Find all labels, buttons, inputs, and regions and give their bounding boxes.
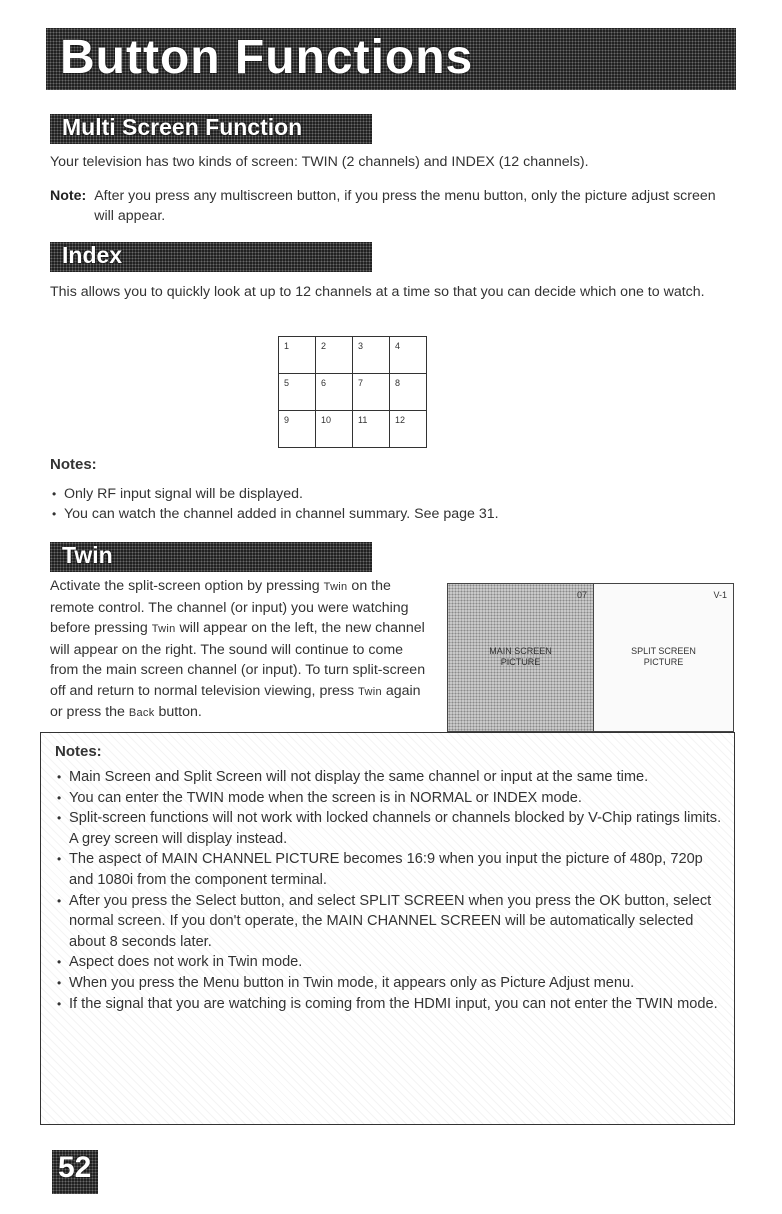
back-button-name: Back [128, 707, 155, 719]
index-channel-grid [278, 336, 427, 448]
list-item: • After you press the Select button, and select SPLIT SCREEN when you press the OK button, select normal screen. If you don't operate, the MAIN CHANNEL SCREEN will be automatically selected about 8 seconds later. [55, 891, 725, 953]
split-screen-label-line1: SPLIT SCREEN [631, 646, 696, 656]
grid-cell: 12 [390, 411, 427, 448]
page-number-badge [52, 1150, 98, 1194]
section-heading-label: Index [62, 242, 123, 268]
split-screen-label-line2: PICTURE [643, 657, 684, 667]
text-run: will appear on the left, the new channel will appear on the right. The sound will continue to come from the main screen channel (or input). To turn split-screen off and return to normal television viewing, press [50, 620, 426, 699]
list-item: • If the signal that you are watching is coming from the HDMI input, you can not enter the TWIN mode. [55, 994, 725, 1015]
list-item: • Split-screen functions will not work with locked channels or channels blocked by V-Chip ratings limits. A grey screen will display instead. [55, 808, 725, 849]
text-run: on the remote control. The channel (or input) you were watching before pressing [50, 578, 409, 636]
grid-cell: 5 [279, 374, 316, 411]
grid-cell: 4 [390, 337, 427, 374]
page-number: 52 [58, 1151, 92, 1184]
split-screen-panel [594, 584, 733, 731]
notes-heading: Notes: [55, 743, 102, 760]
multi-note [50, 186, 740, 226]
grid-cell: 3 [353, 337, 390, 374]
list-item: • Aspect does not work in Twin mode. [55, 952, 725, 973]
main-screen-panel [448, 584, 594, 731]
list-item: • Main Screen and Split Screen will not display the same channel or input at the same time. [55, 767, 725, 788]
page-title: Button Functions [60, 31, 474, 84]
grid-cell: 2 [316, 337, 353, 374]
index-intro-text: This allows you to quickly look at up to 12 channels at a time so that you can decide which one to watch. [50, 284, 705, 300]
index-notes-heading: Notes: [50, 456, 97, 473]
grid-cell: 9 [279, 411, 316, 448]
text-run: button. [154, 704, 202, 720]
twin-description [50, 576, 435, 724]
note-label: Note: [50, 188, 87, 204]
twin-button-name: Twin [358, 685, 382, 698]
twin-split-screen-diagram [447, 583, 734, 732]
list-item: • You can watch the channel added in channel summary. See page 31. [50, 504, 740, 524]
list-item: • When you press the Menu button in Twin mode, it appears only as Picture Adjust menu. [55, 973, 725, 994]
section-heading-twin [50, 542, 372, 572]
list-item: • The aspect of MAIN CHANNEL PICTURE becomes 16:9 when you input the picture of 480p, 720p and 1080i from the component terminal. [55, 849, 725, 890]
section-heading-index [50, 242, 372, 272]
list-item: • Only RF input signal will be displayed. [50, 484, 740, 504]
grid-cell: 8 [390, 374, 427, 411]
section-heading-label: Twin [62, 542, 113, 568]
main-screen-label-line2: PICTURE [500, 657, 541, 667]
split-channel-label: V-1 [713, 590, 727, 600]
text-run: again or press the [50, 682, 421, 720]
twin-notes-list [55, 767, 725, 1014]
grid-cell: 10 [316, 411, 353, 448]
twin-button-name: Twin [151, 623, 176, 635]
grid-cell: 11 [353, 411, 390, 448]
twin-notes-box [40, 732, 735, 1125]
main-screen-label-line1: MAIN SCREEN [489, 646, 552, 656]
multi-intro-text: Your television has two kinds of screen: TWIN (2 channels) and INDEX (12 channels). [50, 154, 589, 170]
grid-cell: 6 [316, 374, 353, 411]
page-header-banner [46, 28, 736, 90]
grid-cell: 7 [353, 374, 390, 411]
grid-cell: 1 [279, 337, 316, 374]
main-channel-number: 07 [576, 590, 587, 600]
note-text: After you press any multiscreen button, if you press the menu button, only the picture adjust screen will appear. [94, 188, 716, 224]
text-run: Activate the split-screen option by pressing [50, 578, 324, 594]
section-heading-label: Multi Screen Function [62, 114, 303, 140]
twin-button-name: Twin [323, 581, 348, 593]
index-notes-list [50, 484, 740, 524]
list-item: • You can enter the TWIN mode when the screen is in NORMAL or INDEX mode. [55, 788, 725, 809]
section-heading-multi-screen [50, 114, 372, 144]
